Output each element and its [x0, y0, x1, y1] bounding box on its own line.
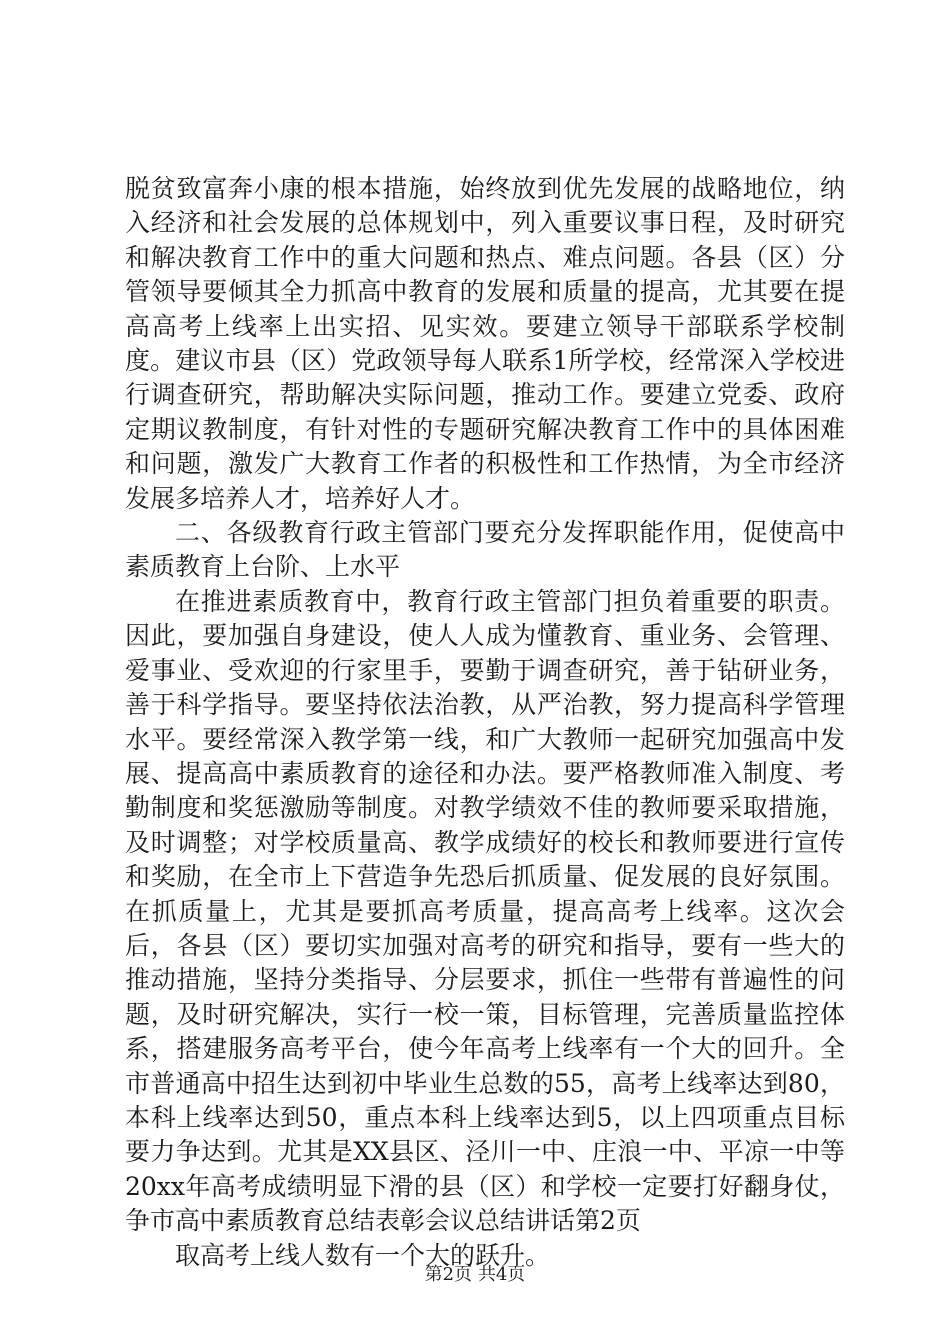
paragraph-continuation: 脱贫致富奔小康的根本措施，始终放到优先发展的战略地位，纳入经济和社会发展的总体规划中，列入重要议事日程，及时研究和解决教育工作中的重大问题和热点、难点问题。各县（区）分管领导要倾其全力抓高中教育的发展和质量的提高，尤其要在提高高考上线率上出实招、见实效。要建立领导干部联系学校制度。建议市县（区）党政领导每人联系1所学校，经常深入学校进行调查研究，帮助解决实际问题，推动工作。要建立党委、政府定期议教制度，有针对性的专题研究解决教育工作中的具体困难和问题，激发广大教育工作者的积极性和工作热情，为全市经济发展多培养人才，培养好人才。	[125, 174, 845, 513]
paragraph-main: 在推进素质教育中，教育行政主管部门担负着重要的职责。因此，要加强自身建设，使人人成为懂教育、重业务、会管理、爱事业、受欢迎的行家里手，要勤于调查研究，善于钻研业务，善于科学指导。要坚持依法治教，从严治教，努力提高科学管理水平。要经常深入教学第一线，和广大教师一起研究加强高中发展、提高高中素质教育的途径和办法。要严格教师准入制度、考勤制度和奖惩激励等制度。对教学绩效不佳的教师要采取措施，及时调整；对学校质量高、教学成绩好的校长和教师要进行宣传和奖励，在全市上下营造争先恐后抓质量、促发展的良好氛围。在抓质量上，尤其是要抓高考质量，提高高考上线率。这次会后，各县（区）要切实加强对高考的研究和指导，要有一些大的推动措施，坚持分类指导、分层要求，抓住一些带有普遍性的问题，及时研究解决，实行一校一策，目标管理，完善质量监控体系，搭建服务高考平台，使今年高考上线率有一个大的回升。全市普通高中招生达到初中毕业生总数的55，高考上线率达到80，本科上线率达到50，重点本科上线率达到5，以上四项重点目标要力争达到。尤其是XX县区、泾川一中、庄浪一中、平凉一中等20xx年高考成绩明显下滑的县（区）和学校一定要打好翻身仗，争市高中素质教育总结表彰会议总结讲话第2页	[125, 586, 845, 1236]
page-footer: 第2页 共4页	[424, 1264, 526, 1285]
document-body	[125, 172, 845, 1273]
paragraph-closing: 取高考上线人数有一个大的跃升。	[175, 1240, 551, 1270]
section-heading: 二、各级教育行政主管部门要充分发挥职能作用，促使高中素质教育上台阶、上水平	[125, 518, 845, 582]
